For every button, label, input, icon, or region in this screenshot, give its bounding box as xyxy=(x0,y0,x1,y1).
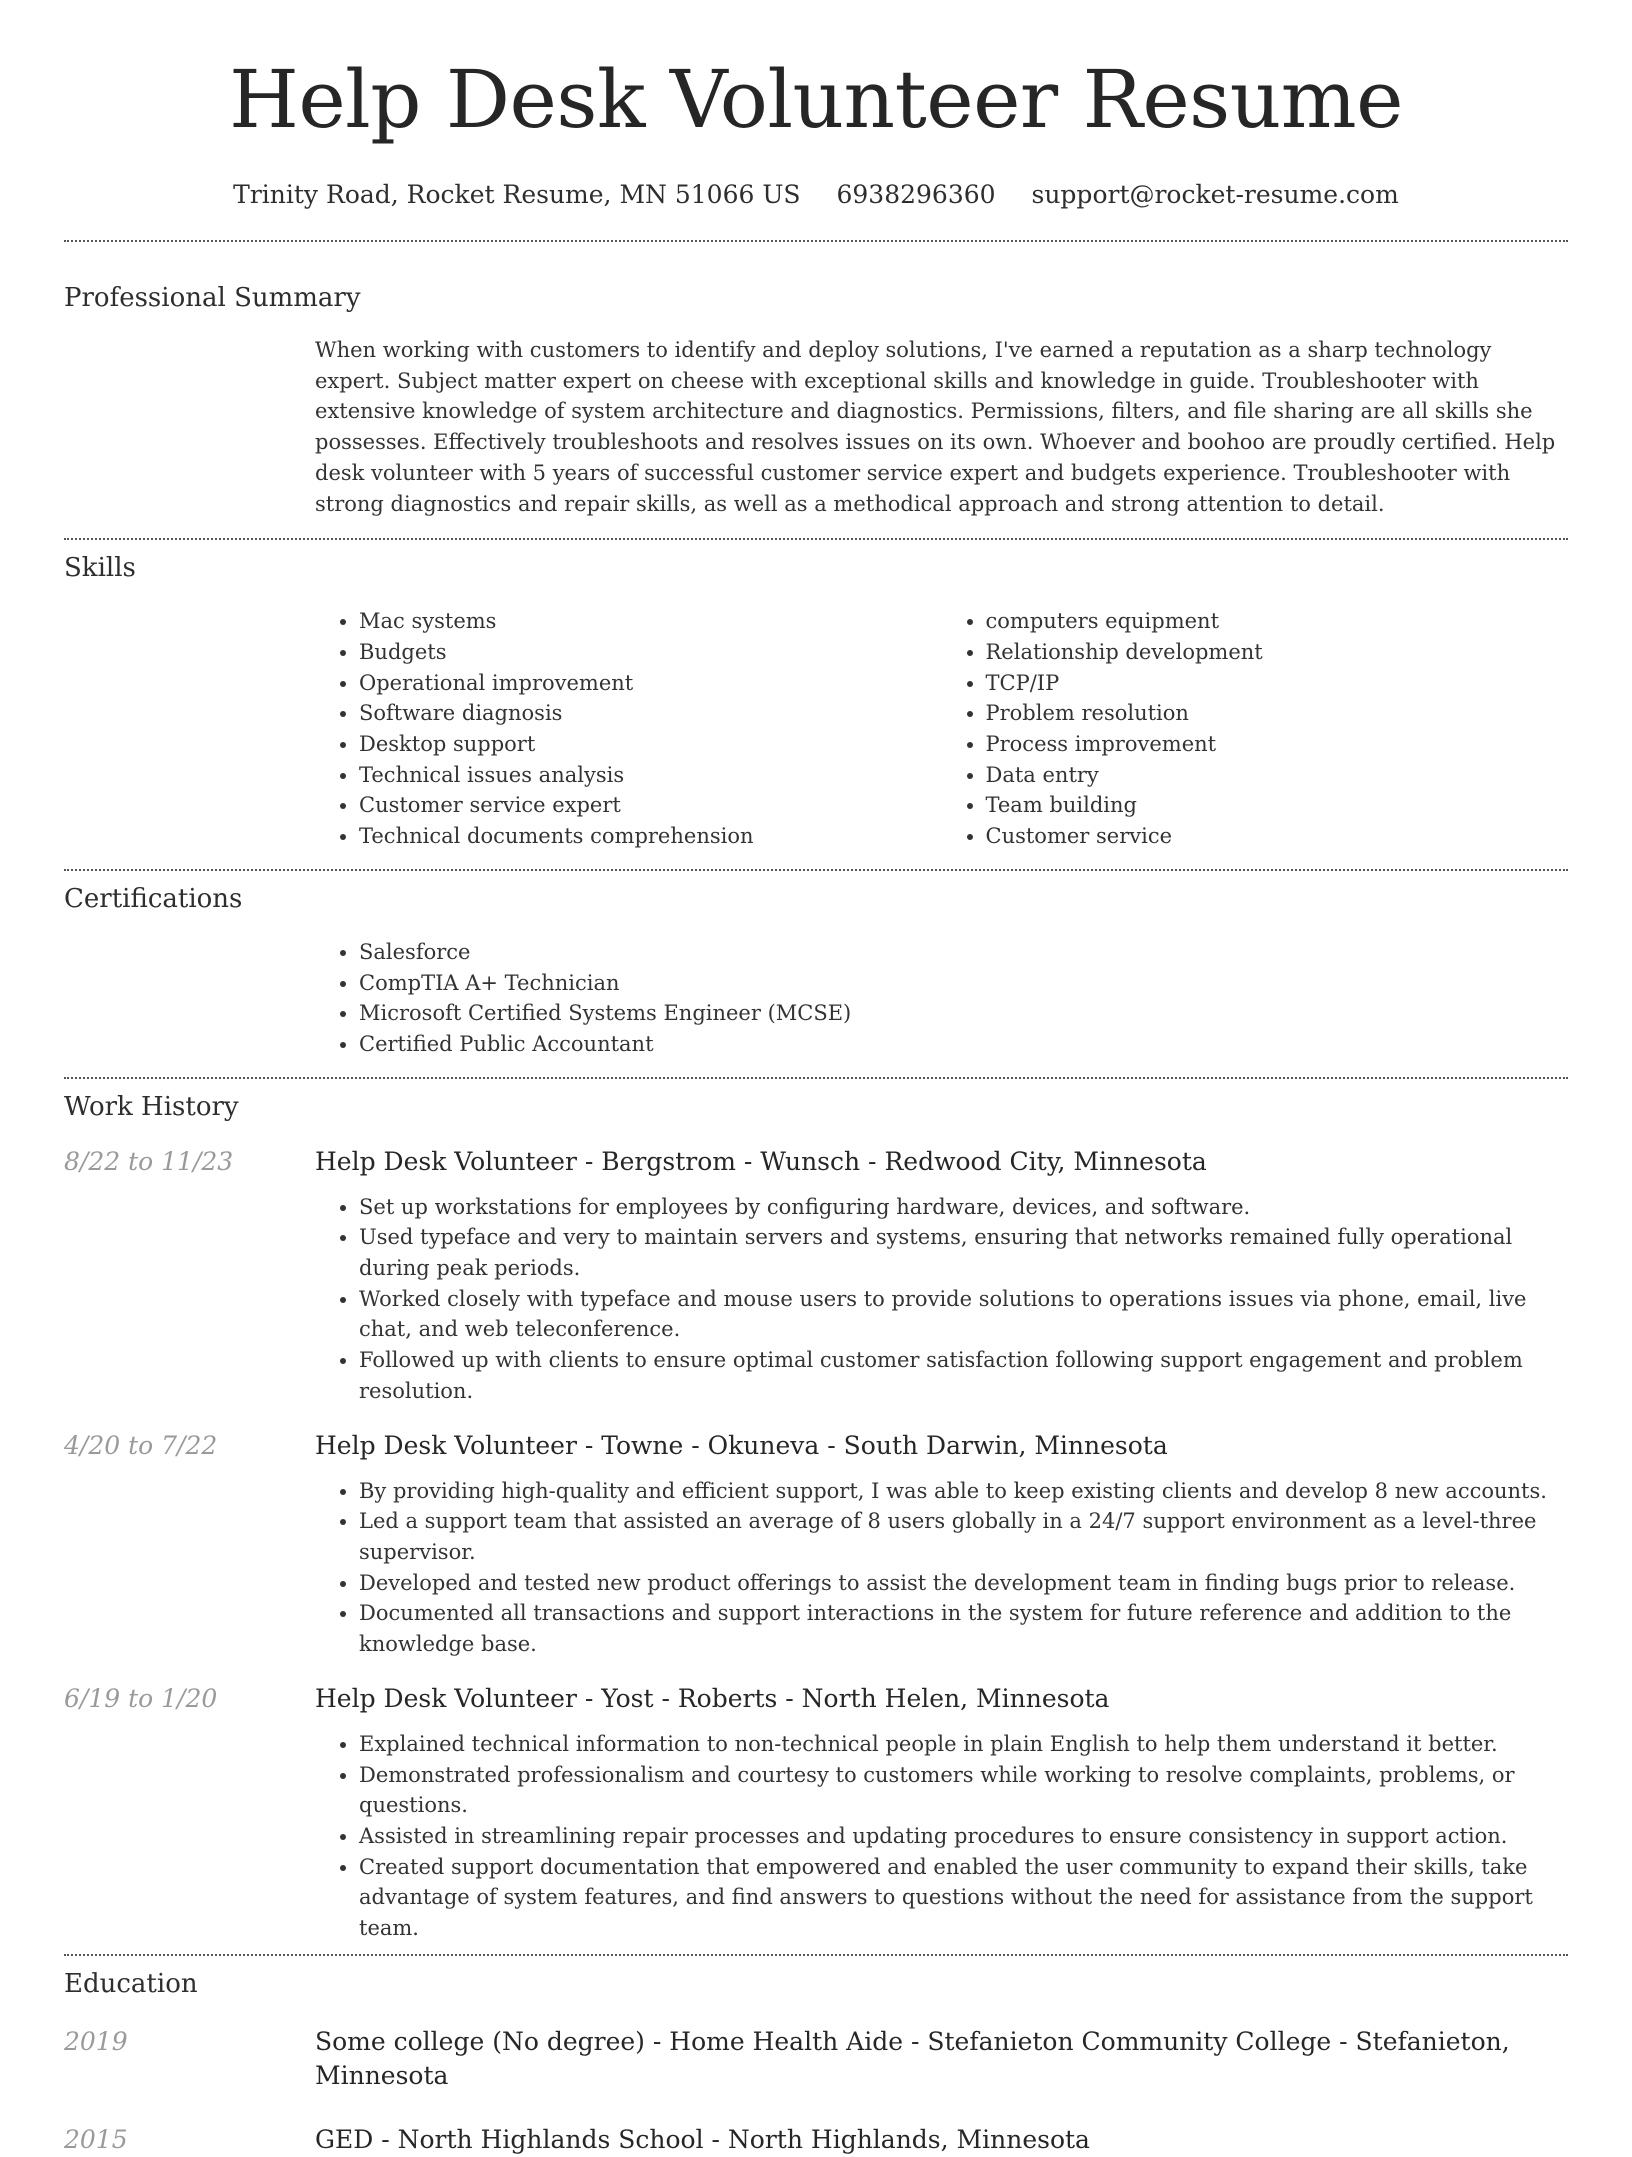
job-dates: 4/20 to 7/22 xyxy=(64,1430,218,1460)
list-item: • computers equipment xyxy=(986,606,1569,637)
list-item: • TCP/IP xyxy=(986,668,1569,699)
job-entry xyxy=(64,1429,1568,1660)
list-item: • Problem resolution xyxy=(986,698,1569,729)
job-dates: 6/19 to 1/20 xyxy=(64,1683,218,1713)
section-title-skills: Skills xyxy=(64,553,136,584)
list-item: • Mac systems xyxy=(359,606,942,637)
list-item: • Developed and tested new product offerings to assist the development team in finding bugs prior to release. xyxy=(359,1568,1568,1599)
education-text: Some college (No degree) - Home Health Aide - Stefanieton Community College - Stefanieton, Minnesota xyxy=(315,2026,1510,2090)
skills-columns xyxy=(315,606,1568,852)
list-item: • Documented all transactions and support interactions in the system for future reference and addition to the knowledge base. xyxy=(359,1598,1568,1659)
list-item: • Demonstrated professionalism and courtesy to customers while working to resolve complaints, problems, or questions. xyxy=(359,1760,1568,1821)
list-item: • Assisted in streamlining repair processes and updating procedures to ensure consistency in support action. xyxy=(359,1821,1568,1852)
job-bullets xyxy=(315,1192,1568,1407)
list-item: • Microsoft Certified Systems Engineer (MCSE) xyxy=(359,998,1568,1029)
section-title-summary: Professional Summary xyxy=(64,283,361,313)
contact-line xyxy=(64,178,1568,212)
list-item: • Team building xyxy=(986,790,1569,821)
job-bullets xyxy=(315,1729,1568,1944)
job-dates: 8/22 to 11/23 xyxy=(64,1146,234,1176)
list-item: • Software diagnosis xyxy=(359,698,942,729)
education-year: 2015 xyxy=(64,2124,128,2154)
list-item: • Explained technical information to non-technical people in plain English to help them understand it better. xyxy=(359,1729,1568,1760)
list-item: • CompTIA A+ Technician xyxy=(359,968,1568,999)
job-header xyxy=(64,1682,1568,1716)
job-heading: Help Desk Volunteer - Towne - Okuneva - South Darwin, Minnesota xyxy=(315,1430,1168,1460)
certifications-list xyxy=(315,937,1568,1060)
list-item: • Customer service xyxy=(986,821,1569,852)
education-entry xyxy=(64,2123,1568,2157)
list-item: • Operational improvement xyxy=(359,668,942,699)
list-item: • Data entry xyxy=(986,760,1569,791)
list-item: • Relationship development xyxy=(986,637,1569,668)
job-entry xyxy=(64,1682,1568,1944)
list-item: • Customer service expert xyxy=(359,790,942,821)
job-header xyxy=(64,1145,1568,1179)
skills-list-right xyxy=(942,606,1569,852)
list-item: • Used typeface and very to maintain servers and systems, ensuring that networks remained fully operational during peak periods. xyxy=(359,1222,1568,1283)
list-item: • Salesforce xyxy=(359,937,1568,968)
list-item: • Created support documentation that empowered and enabled the user community to expand their skills, take advantage of system features, and find answers to questions without the need for assistance from the support team. xyxy=(359,1852,1568,1944)
contact-phone: 6938296360 xyxy=(836,180,996,209)
job-heading: Help Desk Volunteer - Yost - Roberts - North Helen, Minnesota xyxy=(315,1683,1110,1713)
job-bullets xyxy=(315,1476,1568,1660)
education-text: GED - North Highlands School - North Highlands, Minnesota xyxy=(315,2124,1090,2154)
list-item: • Certified Public Accountant xyxy=(359,1029,1568,1060)
list-item: • Budgets xyxy=(359,637,942,668)
education-entry xyxy=(64,2025,1568,2093)
list-item: • Followed up with clients to ensure optimal customer satisfaction following support engagement and problem resolution. xyxy=(359,1345,1568,1406)
list-item: • By providing high-quality and efficient support, I was able to keep existing clients and develop 8 new accounts. xyxy=(359,1476,1568,1507)
section-title-certifications: Certifications xyxy=(64,883,243,914)
skills-list-left xyxy=(315,606,942,852)
list-item: • Technical documents comprehension xyxy=(359,821,942,852)
job-header xyxy=(64,1429,1568,1463)
summary-section xyxy=(64,242,1568,538)
list-item: • Led a support team that assisted an average of 8 users globally in a 24/7 support environment as a level-three supervisor. xyxy=(359,1506,1568,1567)
section-title-education: Education xyxy=(64,1968,198,1999)
list-item: • Process improvement xyxy=(986,729,1569,760)
list-item: • Desktop support xyxy=(359,729,942,760)
certifications-section xyxy=(64,871,1568,1077)
education-section xyxy=(64,1956,1568,2157)
summary-text: When working with customers to identify and deploy solutions, I've earned a reputation as a sharp technology expert. Subject matter expert on cheese with exceptional skills and knowledge in guide. Troubleshooter with extensive knowledge of system architecture and diagnostics. Permissions, filters, and file sharing are all skills she possesses. Effectively troubleshoots and resolves issues on its own. Whoever and boohoo are proudly certified. Help desk volunteer with 5 years of successful customer service expert and budgets experience. Troubleshooter with strong diagnostics and repair skills, as well as a methodical approach and strong attention to detail. xyxy=(315,338,1556,516)
contact-address: Trinity Road, Rocket Resume, MN 51066 US xyxy=(233,180,801,209)
skills-section xyxy=(64,540,1568,869)
section-title-work-history: Work History xyxy=(64,1091,239,1122)
education-year: 2019 xyxy=(64,2026,128,2056)
list-item: • Set up workstations for employees by configuring hardware, devices, and software. xyxy=(359,1192,1568,1223)
work-history-section xyxy=(64,1079,1568,1954)
contact-email: support@rocket-resume.com xyxy=(1031,180,1399,209)
list-item: • Technical issues analysis xyxy=(359,760,942,791)
job-heading: Help Desk Volunteer - Bergstrom - Wunsch - Redwood City, Minnesota xyxy=(315,1146,1207,1176)
resume-title: Help Desk Volunteer Resume xyxy=(229,53,1403,146)
list-item: • Worked closely with typeface and mouse users to provide solutions to operations issues via phone, email, live chat, and web teleconference. xyxy=(359,1284,1568,1345)
job-entry xyxy=(64,1145,1568,1407)
